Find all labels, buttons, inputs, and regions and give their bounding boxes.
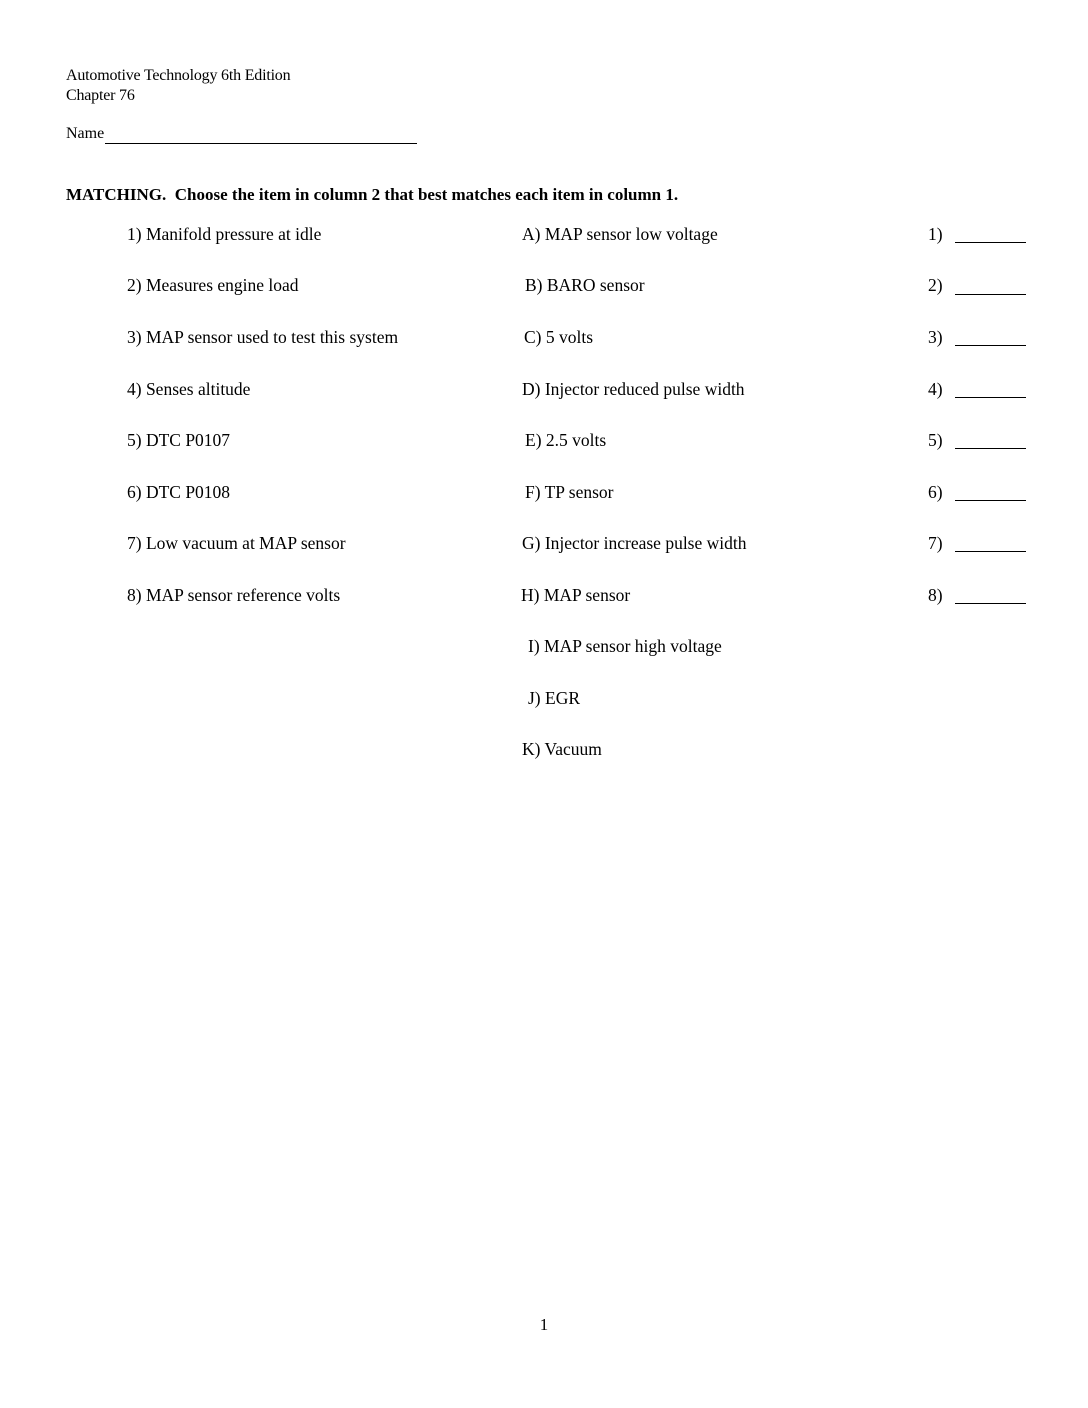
column2-item-b: B) BARO sensor xyxy=(525,275,645,295)
column1-item-5: 5) DTC P0107 xyxy=(127,430,231,450)
column1-item-4: 4) Senses altitude xyxy=(127,379,251,399)
column1-item-7: 7) Low vacuum at MAP sensor xyxy=(127,533,346,553)
matching-instructions: MATCHING. Choose the item in column 2 that best matches each item in column 1. xyxy=(66,185,679,204)
page-number: 1 xyxy=(539,1315,549,1334)
column2-item-h: H) MAP sensor xyxy=(521,585,631,605)
column2-item-c: C) 5 volts xyxy=(524,327,594,347)
column1-item-8: 8) MAP sensor reference volts xyxy=(127,585,341,605)
document-title: Automotive Technology 6th Edition xyxy=(66,67,291,84)
column2-item-e: E) 2.5 volts xyxy=(525,430,607,450)
answer-number-7: 7) xyxy=(928,533,943,553)
column1-item-1: 1) Manifold pressure at idle xyxy=(127,224,322,244)
answer-blank-1[interactable] xyxy=(955,242,1026,243)
answer-blank-3[interactable] xyxy=(955,345,1026,346)
answer-blank-6[interactable] xyxy=(955,500,1026,501)
name-blank-line[interactable] xyxy=(105,125,417,144)
name-row xyxy=(66,124,417,144)
column1-item-6: 6) DTC P0108 xyxy=(127,482,231,502)
chapter-label: Chapter 76 xyxy=(66,87,135,104)
column2-item-i: I) MAP sensor high voltage xyxy=(528,636,722,656)
answer-number-6: 6) xyxy=(928,482,943,502)
answer-number-2: 2) xyxy=(928,275,943,295)
name-label: Name xyxy=(66,125,105,142)
answer-number-8: 8) xyxy=(928,585,943,605)
answer-number-3: 3) xyxy=(928,327,943,347)
answer-number-5: 5) xyxy=(928,430,943,450)
column2-item-k: K) Vacuum xyxy=(522,739,602,759)
answer-blank-7[interactable] xyxy=(955,551,1026,552)
answer-blank-4[interactable] xyxy=(955,397,1026,398)
answer-blank-8[interactable] xyxy=(955,603,1026,604)
column2-item-a: A) MAP sensor low voltage xyxy=(522,224,718,244)
answer-blank-5[interactable] xyxy=(955,448,1026,449)
answer-blank-2[interactable] xyxy=(955,294,1026,295)
answer-number-1: 1) xyxy=(928,224,943,244)
answer-number-4: 4) xyxy=(928,379,943,399)
column2-item-j: J) EGR xyxy=(528,688,581,708)
column1-item-2: 2) Measures engine load xyxy=(127,275,299,295)
column2-item-f: F) TP sensor xyxy=(525,482,614,502)
column2-item-g: G) Injector increase pulse width xyxy=(522,533,747,553)
column1-item-3: 3) MAP sensor used to test this system xyxy=(127,327,399,347)
column2-item-d: D) Injector reduced pulse width xyxy=(522,379,745,399)
